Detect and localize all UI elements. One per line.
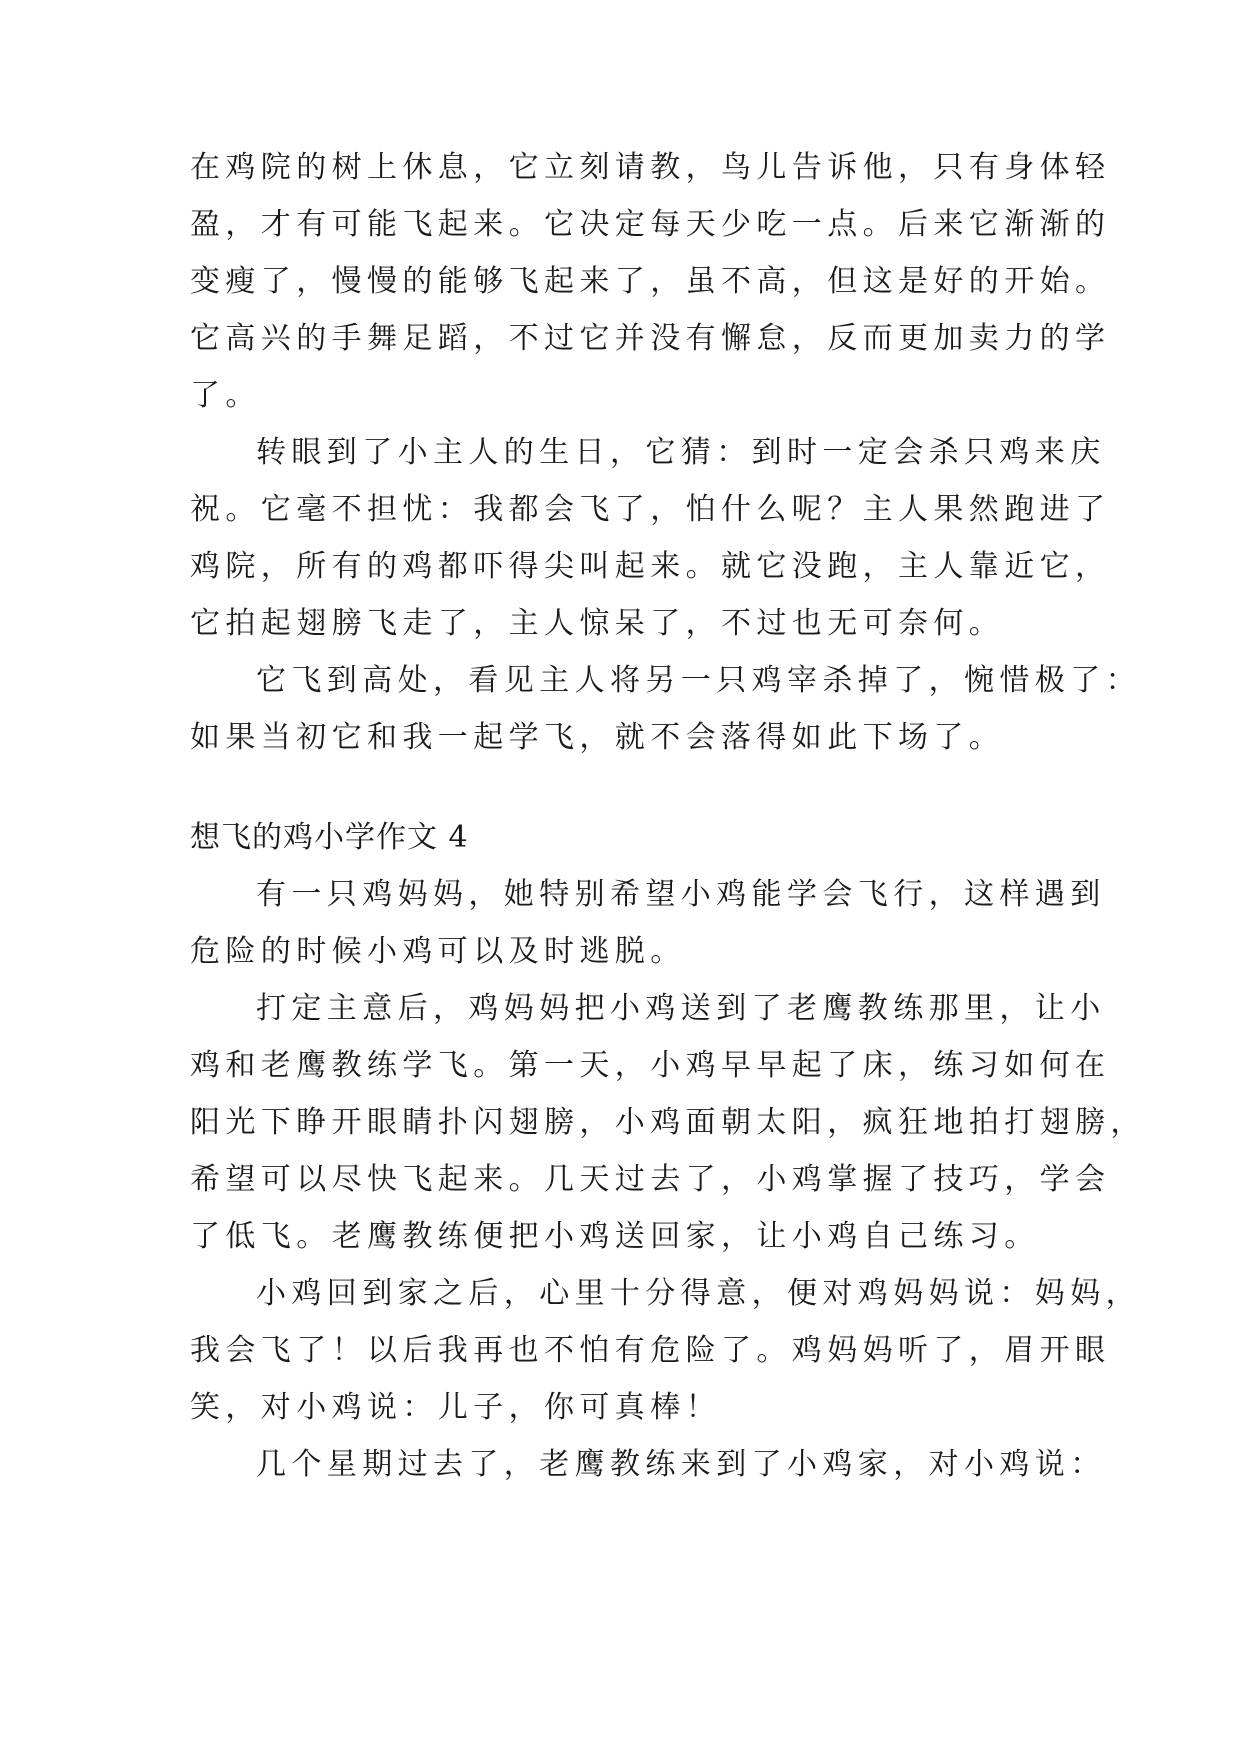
paragraph-line: 我会飞了！以后我再也不怕有危险了。鸡妈妈听了，眉开眼 [190,1333,1111,1368]
section-heading: 想飞的鸡小学作文 4 [190,820,469,855]
paragraph-line: 它高兴的手舞足蹈，不过它并没有懈怠，反而更加卖力的学 [190,321,1111,356]
paragraph-line: 打定主意后，鸡妈妈把小鸡送到了老鹰教练那里，让小 [256,991,1106,1026]
paragraph-line: 在鸡院的树上休息，它立刻请教，鸟儿告诉他，只有身体轻 [190,150,1111,185]
paragraph-line: 阳光下睁开眼睛扑闪翅膀，小鸡面朝太阳，疯狂地拍打翅膀， [190,1105,1146,1140]
paragraph-line: 几个星期过去了，老鹰教练来到了小鸡家，对小鸡说： [256,1447,1106,1482]
paragraph-line: 笑，对小鸡说：儿子，你可真棒！ [190,1390,721,1425]
paragraph-line: 转眼到了小主人的生日，它猜：到时一定会杀只鸡来庆 [256,435,1106,470]
paragraph-line: 希望可以尽快飞起来。几天过去了，小鸡掌握了技巧，学会 [190,1162,1111,1197]
paragraph-line: 鸡院，所有的鸡都吓得尖叫起来。就它没跑，主人靠近它， [190,549,1111,584]
paragraph-line: 鸡和老鹰教练学飞。第一天，小鸡早早起了床，练习如何在 [190,1048,1111,1083]
paragraph-line: 祝。它毫不担忧：我都会飞了，怕什么呢？主人果然跑进了 [190,492,1111,527]
paragraph-line: 危险的时候小鸡可以及时逃脱。 [190,934,686,969]
paragraph-line: 了。 [190,378,261,413]
paragraph-line: 它拍起翅膀飞走了，主人惊呆了，不过也无可奈何。 [190,606,1005,641]
paragraph-line: 变瘦了，慢慢的能够飞起来了，虽不高，但这是好的开始。 [190,264,1111,299]
paragraph-line: 盈，才有可能飞起来。它决定每天少吃一点。后来它渐渐的 [190,207,1111,242]
paragraph-line: 小鸡回到家之后，心里十分得意，便对鸡妈妈说：妈妈， [256,1276,1141,1311]
paragraph-line: 了低飞。老鹰教练便把小鸡送回家，让小鸡自己练习。 [190,1219,1040,1254]
paragraph-line: 它飞到高处，看见主人将另一只鸡宰杀掉了，惋惜极了： [256,663,1141,698]
paragraph-line: 有一只鸡妈妈，她特别希望小鸡能学会飞行，这样遇到 [256,877,1106,912]
paragraph-line: 如果当初它和我一起学飞，就不会落得如此下场了。 [190,720,1005,755]
